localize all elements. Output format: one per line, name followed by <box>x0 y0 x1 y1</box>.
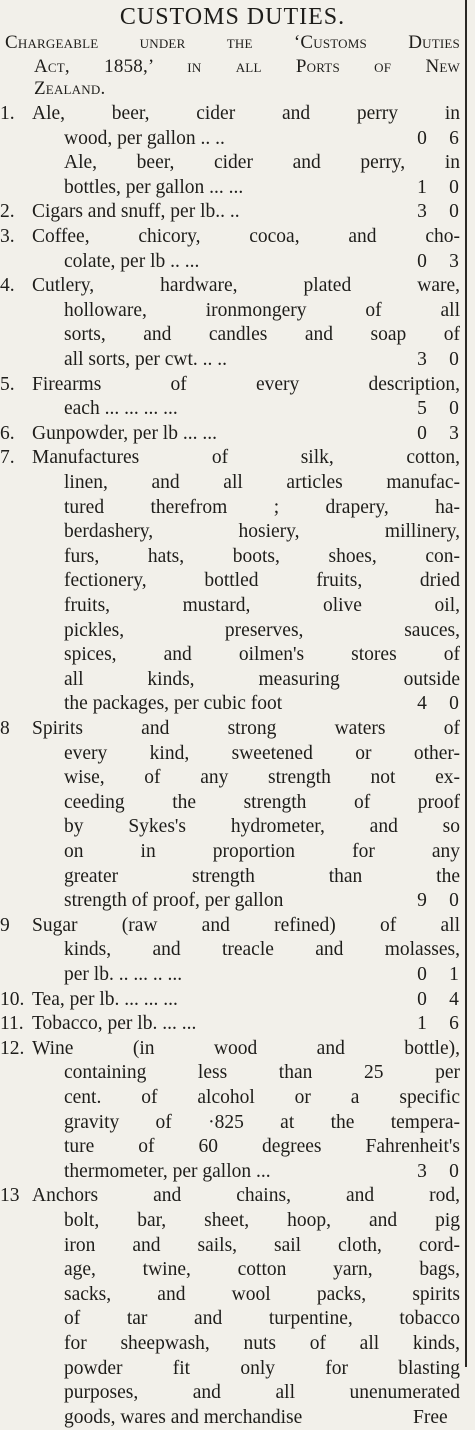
subtitle-line-1: Chargeable under the ‘Customs Duties <box>5 32 460 53</box>
item-text-line: per lb. .. ... .. ... <box>64 964 183 985</box>
item-text-line: linen, and all articles manufac- <box>64 472 460 493</box>
item-number: 2. <box>0 201 15 223</box>
item-text-line: greater strength than the <box>64 865 460 887</box>
item-text-line: sacks, and wool packs, spirits <box>64 1283 460 1305</box>
item-text-line: kinds, and treacle and molasses, <box>64 939 460 961</box>
item-text-line: goods, wares and merchandise <box>64 1406 303 1428</box>
duty-shillings: 3 <box>417 1160 427 1182</box>
item-text-line: Tea, per lb. ... ... ... <box>32 988 178 1010</box>
item-text-line: sorts, and candles and soap of <box>64 324 460 346</box>
item-text-line: every kind, sweetened or other- <box>64 742 460 764</box>
item-text-line: cent. of alcohol or a specific <box>64 1087 460 1108</box>
duty-shillings: 4 <box>417 693 427 715</box>
item-text-line: Anchors and chains, and rod, <box>32 1185 460 1207</box>
item-text-line: on in proportion for any <box>64 841 460 862</box>
duty-pence: 0 <box>449 201 459 223</box>
duty-shillings: 0 <box>417 250 427 272</box>
item-text-line: Wine (in wood and bottle), <box>32 1037 460 1059</box>
duty-pence: 0 <box>449 398 459 420</box>
item-text-line: all kinds, measuring outside <box>64 668 460 690</box>
item-number: 8 <box>0 718 10 739</box>
item-text-line: strength of proof, per gallon <box>64 890 284 912</box>
item-text-line: wise, of any strength not ex- <box>64 767 460 789</box>
duty-pence: 0 <box>449 176 459 198</box>
duty-pence: 0 <box>449 1160 459 1182</box>
duty-shillings: 0 <box>417 988 427 1010</box>
item-number: 9 <box>0 914 10 936</box>
duty-shillings: 1 <box>417 1013 427 1035</box>
item-text-line: wood, per gallon .. .. <box>64 127 225 149</box>
item-text-line: fruits, mustard, olive oil, <box>64 595 460 616</box>
duty-free-label: Free <box>413 1406 448 1428</box>
item-text-line: bolt, bar, sheet, hoop, and pig <box>64 1210 460 1231</box>
duty-shillings: 5 <box>417 398 427 420</box>
column-rule <box>465 0 467 1367</box>
duty-pence: 6 <box>449 1013 459 1035</box>
duty-shillings: 0 <box>417 964 427 985</box>
item-text-line: fectionery, bottled fruits, dried <box>64 570 460 592</box>
item-number: 4. <box>0 275 15 297</box>
item-text-line: Tobacco, per lb. ... ... <box>32 1013 197 1035</box>
item-text-line: berdashery, hosiery, millinery, <box>64 521 460 543</box>
item-text-line: bottles, per gallon ... ... <box>64 176 244 198</box>
duty-pence: 0 <box>449 693 459 715</box>
duty-pence: 0 <box>449 890 459 912</box>
item-text-line: all sorts, per cwt. .. .. <box>64 349 228 370</box>
duty-shillings: 0 <box>417 127 427 149</box>
item-text-line: powder fit only for blasting <box>64 1357 460 1379</box>
duty-pence: 3 <box>449 250 459 272</box>
duty-shillings: 3 <box>417 201 427 223</box>
item-text-line: for sheepwash, nuts of all kinds, <box>64 1333 460 1354</box>
page-title: CUSTOMS DUTIES. <box>119 4 346 30</box>
item-number: 10. <box>0 988 25 1010</box>
item-text-line: containing less than 25 per <box>64 1062 460 1084</box>
subtitle-line-3: Zealand. <box>34 78 106 99</box>
item-text-line: Ale, beer, cider and perry in <box>32 103 460 124</box>
duty-pence: 3 <box>449 422 459 444</box>
subtitle-line-2: Act, 1858,’ in all Ports of New <box>34 56 460 77</box>
item-text-line: iron and sails, sail cloth, cord- <box>64 1234 460 1256</box>
item-text-line: the packages, per cubic foot <box>64 693 283 715</box>
item-text-line: Cigars and snuff, per lb.. .. <box>32 201 240 223</box>
item-text-line: Ale, beer, cider and perry, in <box>64 152 460 174</box>
item-text-line: Coffee, chicory, cocoa, and cho- <box>32 226 460 247</box>
duty-shillings: 9 <box>417 890 427 912</box>
duty-pence: 0 <box>449 349 459 370</box>
duty-pence: 4 <box>449 988 459 1010</box>
item-text-line: pickles, preserves, sauces, <box>64 619 460 641</box>
item-number: 6. <box>0 422 15 444</box>
item-text-line: Firearms of every description, <box>32 373 460 395</box>
item-text-line: by Sykes's hydrometer, and so <box>64 816 460 838</box>
item-text-line: age, twine, cotton yarn, bags, <box>64 1259 460 1281</box>
item-text-line: Gunpowder, per lb ... ... <box>32 422 217 444</box>
item-text-line: thermometer, per gallon ... <box>64 1160 271 1182</box>
item-number: 13 <box>0 1185 20 1207</box>
item-text-line: colate, per lb .. ... <box>64 250 200 272</box>
item-number: 3. <box>0 226 15 247</box>
item-number: 7. <box>0 447 15 469</box>
item-text-line: ture of 60 degrees Fahrenheit's <box>64 1136 460 1158</box>
duty-shillings: 1 <box>417 176 427 198</box>
item-number: 11. <box>0 1013 24 1035</box>
duty-shillings: 3 <box>417 349 427 370</box>
item-text-line: Spirits and strong waters of <box>32 718 460 739</box>
item-number: 12. <box>0 1037 25 1059</box>
item-number: 5. <box>0 373 15 395</box>
item-text-line: Manufactures of silk, cotton, <box>32 447 460 469</box>
duty-pence: 1 <box>449 964 459 985</box>
item-text-line: ceeding the strength of proof <box>64 791 460 813</box>
item-text-line: purposes, and all unenumerated <box>64 1382 460 1404</box>
duty-shillings: 0 <box>417 422 427 444</box>
item-text-line: of tar and turpentine, tobacco <box>64 1308 460 1330</box>
item-text-line: tured therefrom ; drapery, ha- <box>64 496 460 518</box>
item-text-line: gravity of ·825 at the tempera- <box>64 1111 460 1133</box>
item-text-line: each ... ... ... ... <box>64 398 178 420</box>
item-text-line: holloware, ironmongery of all <box>64 299 460 321</box>
item-text-line: Sugar (raw and refined) of all <box>32 914 460 936</box>
item-text-line: Cutlery, hardware, plated ware, <box>32 275 460 297</box>
duty-pence: 6 <box>449 127 459 149</box>
item-number: 1. <box>0 103 15 124</box>
item-text-line: spices, and oilmen's stores of <box>64 644 460 666</box>
item-text-line: furs, hats, boots, shoes, con- <box>64 545 460 567</box>
